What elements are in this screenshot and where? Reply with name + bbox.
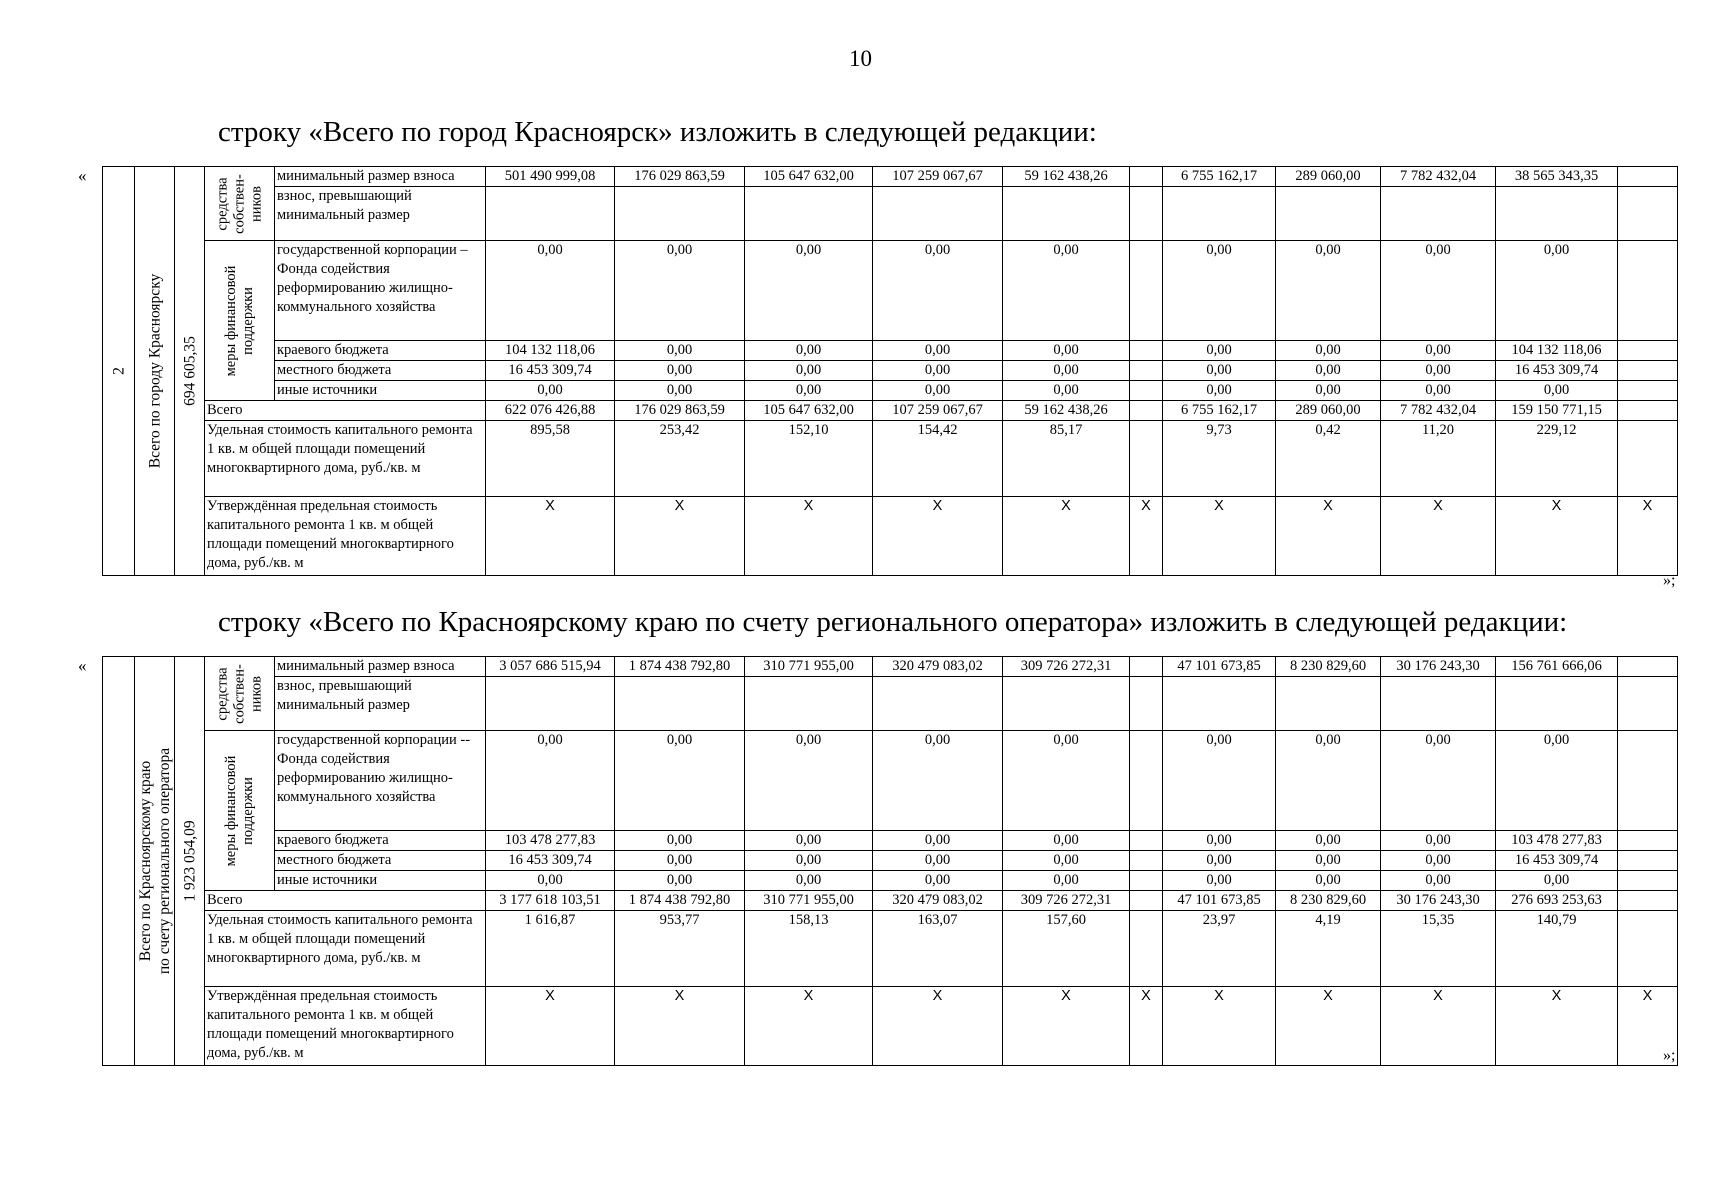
other-value: 0,00 bbox=[873, 871, 1003, 891]
min-contrib-value: 47 101 673,85 bbox=[1163, 657, 1276, 677]
total-value: 105 647 632,00 bbox=[745, 401, 873, 421]
over-min-value bbox=[1496, 677, 1618, 731]
regional-value bbox=[1130, 831, 1163, 851]
total-value bbox=[1618, 401, 1678, 421]
total-value: 310 771 955,00 bbox=[745, 891, 873, 911]
gov-corp-value: 0,00 bbox=[1163, 731, 1276, 831]
min-contrib-value: 1 874 438 792,80 bbox=[615, 657, 745, 677]
row-label-gov-corp: государственной корпорации – Фонда содействия реформированию жилищно-коммунального хозяйства bbox=[275, 241, 486, 341]
min-contrib-value: 289 060,00 bbox=[1276, 167, 1381, 187]
total-value: 8 230 829,60 bbox=[1276, 891, 1381, 911]
unit-cost-value bbox=[1130, 421, 1163, 497]
local-value: 0,00 bbox=[1163, 851, 1276, 871]
row-label-unit-cost: Удельная стоимость капитального ремонта 1 кв. м общей площади помещений многоквартирного дома, руб./кв. м bbox=[205, 421, 486, 497]
gov-corp-value: 0,00 bbox=[486, 241, 615, 341]
local-value: 0,00 bbox=[745, 361, 873, 381]
unit-cost-value: 253,42 bbox=[615, 421, 745, 497]
over-min-value bbox=[745, 187, 873, 241]
section-1-heading: строку «Всего по город Красноярск» изложить в следующей редакции: bbox=[218, 116, 1097, 148]
min-contrib-value: 8 230 829,60 bbox=[1276, 657, 1381, 677]
group-support bbox=[223, 265, 257, 376]
limit-mark: X bbox=[615, 497, 745, 576]
local-value: 16 453 309,74 bbox=[1496, 361, 1618, 381]
min-contrib-value: 3 057 686 515,94 bbox=[486, 657, 615, 677]
area-cell bbox=[175, 167, 205, 576]
unit-cost-value: 154,42 bbox=[873, 421, 1003, 497]
row-label-local: местного бюджета bbox=[275, 361, 486, 381]
over-min-value bbox=[1496, 187, 1618, 241]
regional-value bbox=[1618, 341, 1678, 361]
group-support-line: меры финансовой bbox=[222, 755, 239, 866]
limit-mark: X bbox=[1130, 987, 1163, 1066]
total-value: 309 726 272,31 bbox=[1003, 891, 1130, 911]
other-value bbox=[1618, 871, 1678, 891]
regional-value: 0,00 bbox=[1003, 831, 1130, 851]
table-row-min-contrib bbox=[103, 167, 1678, 187]
total-value: 289 060,00 bbox=[1276, 401, 1381, 421]
table-row-gov-corp bbox=[103, 731, 1678, 831]
local-value bbox=[1130, 851, 1163, 871]
other-value: 0,00 bbox=[615, 871, 745, 891]
other-value: 0,00 bbox=[615, 381, 745, 401]
over-min-value bbox=[1003, 187, 1130, 241]
total-value bbox=[1618, 891, 1678, 911]
section-1-quote-close: »; bbox=[1663, 572, 1676, 589]
regional-value: 0,00 bbox=[1163, 341, 1276, 361]
gov-corp-value: 0,00 bbox=[873, 731, 1003, 831]
unit-cost-value: 157,60 bbox=[1003, 911, 1130, 987]
area bbox=[180, 820, 199, 901]
other-value: 0,00 bbox=[486, 871, 615, 891]
gov-corp-value: 0,00 bbox=[1496, 731, 1618, 831]
total-value: 6 755 162,17 bbox=[1163, 401, 1276, 421]
row-title-cell bbox=[135, 657, 175, 1066]
over-min-value bbox=[873, 677, 1003, 731]
gov-corp-value: 0,00 bbox=[615, 241, 745, 341]
limit-mark: X bbox=[1496, 497, 1618, 576]
unit-cost-value: 23,97 bbox=[1163, 911, 1276, 987]
limit-mark: X bbox=[486, 497, 615, 576]
row-label-total: Всего bbox=[205, 401, 486, 421]
gov-corp-value: 0,00 bbox=[745, 731, 873, 831]
over-min-value bbox=[745, 677, 873, 731]
section-2-table bbox=[102, 656, 1678, 1066]
row-label-min-contrib: минимальный размер взноса bbox=[275, 167, 486, 187]
table-row-other bbox=[103, 871, 1678, 891]
group-support-line: поддержки bbox=[239, 776, 256, 845]
regional-value: 0,00 bbox=[615, 341, 745, 361]
gov-corp-value: 0,00 bbox=[486, 731, 615, 831]
gov-corp-value bbox=[1618, 241, 1678, 341]
over-min-value bbox=[486, 677, 615, 731]
regional-value: 104 132 118,06 bbox=[1496, 341, 1618, 361]
local-value: 16 453 309,74 bbox=[486, 361, 615, 381]
group-owners-line: ников bbox=[248, 185, 264, 222]
min-contrib-value: 309 726 272,31 bbox=[1003, 657, 1130, 677]
local-value: 16 453 309,74 bbox=[1496, 851, 1618, 871]
regional-value: 103 478 277,83 bbox=[486, 831, 615, 851]
regional-value bbox=[1130, 341, 1163, 361]
gov-corp-value: 0,00 bbox=[1496, 241, 1618, 341]
gov-corp-value: 0,00 bbox=[615, 731, 745, 831]
min-contrib-value bbox=[1618, 657, 1678, 677]
min-contrib-value: 105 647 632,00 bbox=[745, 167, 873, 187]
unit-cost-value: 158,13 bbox=[745, 911, 873, 987]
over-min-value bbox=[1130, 187, 1163, 241]
row-label-other: иные источники bbox=[275, 871, 486, 891]
limit-mark: X bbox=[1381, 987, 1496, 1066]
regional-value: 0,00 bbox=[1163, 831, 1276, 851]
limit-mark: X bbox=[1130, 497, 1163, 576]
regional-value bbox=[1618, 831, 1678, 851]
group-support bbox=[223, 755, 257, 866]
limit-mark: X bbox=[1496, 987, 1618, 1066]
other-value: 0,00 bbox=[1003, 871, 1130, 891]
group-owners-line: собствен- bbox=[231, 173, 247, 234]
limit-mark: X bbox=[615, 987, 745, 1066]
limit-mark: X bbox=[1276, 497, 1381, 576]
row-label-total: Всего bbox=[205, 891, 486, 911]
table-row-gov-corp bbox=[103, 241, 1678, 341]
unit-cost-value bbox=[1130, 911, 1163, 987]
total-value: 107 259 067,67 bbox=[873, 401, 1003, 421]
over-min-value bbox=[615, 187, 745, 241]
local-value: 0,00 bbox=[1381, 851, 1496, 871]
over-min-value bbox=[1163, 187, 1276, 241]
total-value bbox=[1130, 401, 1163, 421]
row-label-other: иные источники bbox=[275, 381, 486, 401]
row-title-line: по счету регионального оператора bbox=[155, 747, 173, 975]
regional-value: 103 478 277,83 bbox=[1496, 831, 1618, 851]
other-value: 0,00 bbox=[745, 381, 873, 401]
group-owners-line: средства bbox=[214, 666, 230, 721]
gov-corp-value: 0,00 bbox=[745, 241, 873, 341]
row-label-limit-cost: Утверждённая предельная стоимость капитального ремонта 1 кв. м общей площади помещений многоквартирного дома, руб./кв. м bbox=[205, 497, 486, 576]
total-value: 7 782 432,04 bbox=[1381, 401, 1496, 421]
regional-value: 0,00 bbox=[873, 341, 1003, 361]
min-contrib-value: 501 490 999,08 bbox=[486, 167, 615, 187]
local-value: 16 453 309,74 bbox=[486, 851, 615, 871]
table-row-min-contrib bbox=[103, 657, 1678, 677]
min-contrib-value: 6 755 162,17 bbox=[1163, 167, 1276, 187]
total-value: 320 479 083,02 bbox=[873, 891, 1003, 911]
regional-value: 0,00 bbox=[1381, 831, 1496, 851]
regional-value: 0,00 bbox=[1276, 341, 1381, 361]
local-value bbox=[1618, 361, 1678, 381]
over-min-value bbox=[1618, 677, 1678, 731]
other-value bbox=[1618, 381, 1678, 401]
min-contrib-value: 176 029 863,59 bbox=[615, 167, 745, 187]
section-2-quote-open: « bbox=[78, 656, 87, 675]
table-row-local bbox=[103, 361, 1678, 381]
over-min-value bbox=[1276, 187, 1381, 241]
min-contrib-value: 107 259 067,67 bbox=[873, 167, 1003, 187]
total-value: 30 176 243,30 bbox=[1381, 891, 1496, 911]
min-contrib-value bbox=[1130, 657, 1163, 677]
row-label-limit-cost: Утверждённая предельная стоимость капитального ремонта 1 кв. м общей площади помещений многоквартирного дома, руб./кв. м bbox=[205, 987, 486, 1066]
local-value: 0,00 bbox=[1163, 361, 1276, 381]
local-value: 0,00 bbox=[1276, 361, 1381, 381]
unit-cost-value: 15,35 bbox=[1381, 911, 1496, 987]
group-owners bbox=[214, 174, 265, 234]
total-value: 1 874 438 792,80 bbox=[615, 891, 745, 911]
row-number-line: 2 bbox=[110, 367, 127, 375]
table-row-total bbox=[103, 401, 1678, 421]
row-title-line: Всего по городу Красноярску bbox=[146, 273, 163, 469]
other-value: 0,00 bbox=[486, 381, 615, 401]
table-row-local bbox=[103, 851, 1678, 871]
local-value: 0,00 bbox=[873, 361, 1003, 381]
other-value: 0,00 bbox=[1003, 381, 1130, 401]
over-min-value bbox=[1163, 677, 1276, 731]
limit-mark: X bbox=[873, 497, 1003, 576]
min-contrib-value: 310 771 955,00 bbox=[745, 657, 873, 677]
table-row-regional bbox=[103, 341, 1678, 361]
unit-cost-value: 152,10 bbox=[745, 421, 873, 497]
row-number-cell bbox=[103, 657, 135, 1066]
group-owners-cell bbox=[205, 167, 275, 241]
table-row-unit-cost bbox=[103, 911, 1678, 987]
total-value bbox=[1130, 891, 1163, 911]
gov-corp-value bbox=[1618, 731, 1678, 831]
row-label-gov-corp: государственной корпорации -- Фонда содействия реформированию жилищно-коммунального хозяйства bbox=[275, 731, 486, 831]
group-owners-cell bbox=[205, 657, 275, 731]
unit-cost-value: 163,07 bbox=[873, 911, 1003, 987]
limit-mark: X bbox=[745, 987, 873, 1066]
min-contrib-value: 156 761 666,06 bbox=[1496, 657, 1618, 677]
limit-mark: X bbox=[1618, 987, 1678, 1066]
table-row-total bbox=[103, 891, 1678, 911]
unit-cost-value: 0,42 bbox=[1276, 421, 1381, 497]
gov-corp-value bbox=[1130, 731, 1163, 831]
row-label-regional: краевого бюджета bbox=[275, 831, 486, 851]
limit-mark: X bbox=[1618, 497, 1678, 576]
gov-corp-value: 0,00 bbox=[1276, 731, 1381, 831]
regional-value: 0,00 bbox=[615, 831, 745, 851]
total-value: 159 150 771,15 bbox=[1496, 401, 1618, 421]
gov-corp-value: 0,00 bbox=[1003, 731, 1130, 831]
regional-value: 0,00 bbox=[745, 831, 873, 851]
limit-mark: X bbox=[1163, 987, 1276, 1066]
min-contrib-value: 320 479 083,02 bbox=[873, 657, 1003, 677]
unit-cost-value: 11,20 bbox=[1381, 421, 1496, 497]
over-min-value bbox=[1381, 677, 1496, 731]
regional-value: 0,00 bbox=[1381, 341, 1496, 361]
regional-value: 0,00 bbox=[1276, 831, 1381, 851]
limit-mark: X bbox=[873, 987, 1003, 1066]
limit-mark: X bbox=[1163, 497, 1276, 576]
unit-cost-value: 953,77 bbox=[615, 911, 745, 987]
other-value bbox=[1130, 871, 1163, 891]
row-number bbox=[109, 367, 128, 375]
regional-value: 0,00 bbox=[873, 831, 1003, 851]
local-value: 0,00 bbox=[615, 361, 745, 381]
other-value bbox=[1130, 381, 1163, 401]
group-owners-line: средства bbox=[214, 176, 230, 231]
local-value: 0,00 bbox=[1381, 361, 1496, 381]
row-label-over-min: взнос, превышающий минимальный размер bbox=[275, 187, 486, 241]
over-min-value bbox=[1381, 187, 1496, 241]
total-value: 622 076 426,88 bbox=[486, 401, 615, 421]
total-value: 47 101 673,85 bbox=[1163, 891, 1276, 911]
total-value: 59 162 438,26 bbox=[1003, 401, 1130, 421]
table-row-unit-cost bbox=[103, 421, 1678, 497]
group-support-cell bbox=[205, 731, 275, 891]
table-row-over-min bbox=[103, 677, 1678, 731]
other-value: 0,00 bbox=[1496, 381, 1618, 401]
min-contrib-value bbox=[1618, 167, 1678, 187]
gov-corp-value: 0,00 bbox=[1381, 241, 1496, 341]
total-value: 276 693 253,63 bbox=[1496, 891, 1618, 911]
gov-corp-value: 0,00 bbox=[1163, 241, 1276, 341]
row-number-cell bbox=[103, 167, 135, 576]
limit-mark: X bbox=[1003, 987, 1130, 1066]
row-label-over-min: взнос, превышающий минимальный размер bbox=[275, 677, 486, 731]
unit-cost-value: 4,19 bbox=[1276, 911, 1381, 987]
table-row-over-min bbox=[103, 187, 1678, 241]
unit-cost-value bbox=[1618, 911, 1678, 987]
limit-mark: X bbox=[745, 497, 873, 576]
local-value: 0,00 bbox=[1003, 361, 1130, 381]
limit-mark: X bbox=[1003, 497, 1130, 576]
min-contrib-value: 38 565 343,35 bbox=[1496, 167, 1618, 187]
min-contrib-value: 30 176 243,30 bbox=[1381, 657, 1496, 677]
section-1-quote-open: « bbox=[78, 166, 87, 185]
other-value: 0,00 bbox=[1276, 871, 1381, 891]
gov-corp-value bbox=[1130, 241, 1163, 341]
total-value: 176 029 863,59 bbox=[615, 401, 745, 421]
local-value: 0,00 bbox=[873, 851, 1003, 871]
gov-corp-value: 0,00 bbox=[1381, 731, 1496, 831]
row-label-unit-cost: Удельная стоимость капитального ремонта 1 кв. м общей площади помещений многоквартирного дома, руб./кв. м bbox=[205, 911, 486, 987]
area-line: 694 605,35 bbox=[181, 336, 198, 406]
other-value: 0,00 bbox=[1163, 381, 1276, 401]
other-value: 0,00 bbox=[1381, 381, 1496, 401]
regional-value: 104 132 118,06 bbox=[486, 341, 615, 361]
gov-corp-value: 0,00 bbox=[1276, 241, 1381, 341]
table-row-limit-cost bbox=[103, 987, 1678, 1066]
other-value: 0,00 bbox=[745, 871, 873, 891]
total-value: 3 177 618 103,51 bbox=[486, 891, 615, 911]
over-min-value bbox=[1276, 677, 1381, 731]
table-row-regional bbox=[103, 831, 1678, 851]
group-support-cell bbox=[205, 241, 275, 401]
group-owners-line: собствен- bbox=[231, 663, 247, 724]
group-support-line: меры финансовой bbox=[222, 265, 239, 376]
over-min-value bbox=[615, 677, 745, 731]
section-1-table bbox=[102, 166, 1678, 576]
row-label-min-contrib: минимальный размер взноса bbox=[275, 657, 486, 677]
other-value: 0,00 bbox=[1276, 381, 1381, 401]
row-title-line: Всего по Красноярскому краю bbox=[136, 760, 154, 962]
other-value: 0,00 bbox=[873, 381, 1003, 401]
row-title-cell bbox=[135, 167, 175, 576]
over-min-value bbox=[1130, 677, 1163, 731]
local-value: 0,00 bbox=[745, 851, 873, 871]
regional-value: 0,00 bbox=[1003, 341, 1130, 361]
local-value: 0,00 bbox=[1276, 851, 1381, 871]
row-title bbox=[145, 274, 164, 469]
section-2-heading: строку «Всего по Красноярскому краю по счету регионального оператора» изложить в следующей редакции: bbox=[218, 606, 1568, 638]
area-cell bbox=[175, 657, 205, 1066]
limit-mark: X bbox=[1381, 497, 1496, 576]
section-2-quote-close: »; bbox=[1663, 1047, 1676, 1064]
other-value: 0,00 bbox=[1381, 871, 1496, 891]
group-owners-line: ников bbox=[248, 675, 264, 712]
regional-value: 0,00 bbox=[745, 341, 873, 361]
min-contrib-value: 59 162 438,26 bbox=[1003, 167, 1130, 187]
gov-corp-value: 0,00 bbox=[873, 241, 1003, 341]
other-value: 0,00 bbox=[1163, 871, 1276, 891]
table-row-limit-cost bbox=[103, 497, 1678, 576]
page-number: 10 bbox=[849, 46, 872, 71]
group-support-line: поддержки bbox=[239, 286, 256, 355]
area bbox=[180, 336, 199, 406]
unit-cost-value: 895,58 bbox=[486, 421, 615, 497]
over-min-value bbox=[873, 187, 1003, 241]
row-label-local: местного бюджета bbox=[275, 851, 486, 871]
limit-mark: X bbox=[1276, 987, 1381, 1066]
unit-cost-value: 140,79 bbox=[1496, 911, 1618, 987]
min-contrib-value: 7 782 432,04 bbox=[1381, 167, 1496, 187]
local-value: 0,00 bbox=[615, 851, 745, 871]
over-min-value bbox=[1618, 187, 1678, 241]
min-contrib-value bbox=[1130, 167, 1163, 187]
over-min-value bbox=[486, 187, 615, 241]
local-value bbox=[1130, 361, 1163, 381]
unit-cost-value: 229,12 bbox=[1496, 421, 1618, 497]
limit-mark: X bbox=[486, 987, 615, 1066]
local-value: 0,00 bbox=[1003, 851, 1130, 871]
row-label-regional: краевого бюджета bbox=[275, 341, 486, 361]
group-owners bbox=[214, 664, 265, 724]
over-min-value bbox=[1003, 677, 1130, 731]
unit-cost-value: 9,73 bbox=[1163, 421, 1276, 497]
unit-cost-value: 1 616,87 bbox=[486, 911, 615, 987]
row-title bbox=[136, 748, 174, 974]
gov-corp-value: 0,00 bbox=[1003, 241, 1130, 341]
local-value bbox=[1618, 851, 1678, 871]
area-line: 1 923 054,09 bbox=[181, 820, 198, 902]
table-row-other bbox=[103, 381, 1678, 401]
unit-cost-value: 85,17 bbox=[1003, 421, 1130, 497]
other-value: 0,00 bbox=[1496, 871, 1618, 891]
unit-cost-value bbox=[1618, 421, 1678, 497]
